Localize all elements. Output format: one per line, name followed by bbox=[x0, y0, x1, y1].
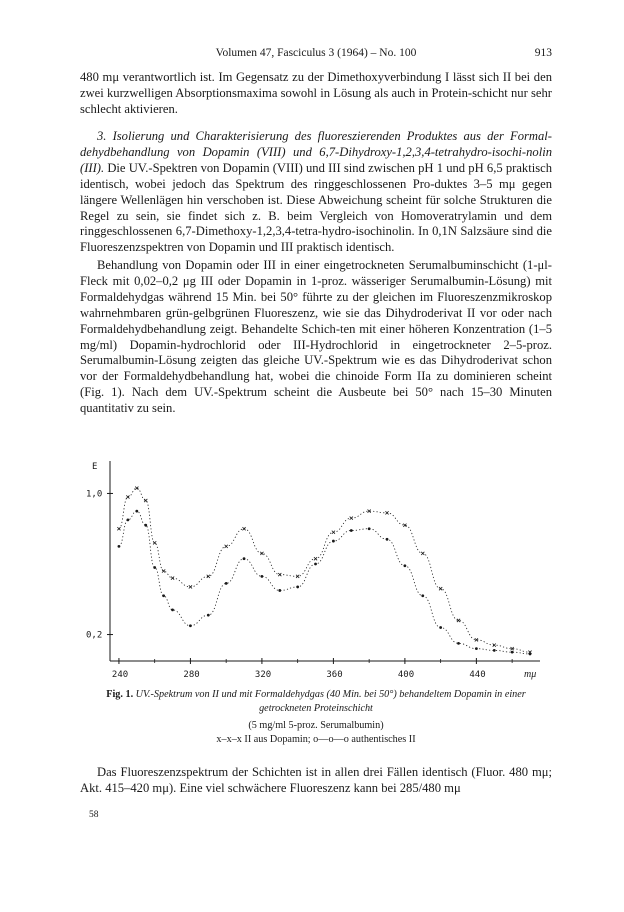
x-tick-label: 400 bbox=[397, 670, 415, 680]
paragraph-2-body: Die UV.-Spektren von Dopamin (VIII) und III sind zwischen pH 1 und pH 6,5 praktisch identisch, wobei jedoch das Spektrum des ringgeschlossenen Pro-duktes 3–5 mμ gegen längere Wellenlägen hin verschoben ist. Diese Abweichung scheint für solche Strukturen die Regel zu sein, sie findet sich z. B. beim Vergleich von Homoveratrylamin und dem ringgeschlossenen 6,7-Dimethoxy-1,2,3,4-tetra-hydro-isochinolin. In 0,1N Salzsäure sind die Fluoreszenzspektren von Dopamin und III praktisch identisch. bbox=[80, 160, 552, 255]
caption-legend: x–x–x II aus Dopamin; o—o—o authentisches II bbox=[216, 733, 416, 745]
series-2-point bbox=[135, 510, 138, 513]
series-1-point bbox=[117, 527, 120, 530]
series-2-point bbox=[493, 649, 496, 652]
series-1-point bbox=[153, 541, 156, 544]
caption-label: Fig. 1. bbox=[106, 689, 134, 700]
series-2-point bbox=[350, 529, 353, 532]
series-1-point bbox=[260, 552, 263, 555]
series-1-point bbox=[457, 619, 460, 622]
series-2-point bbox=[386, 538, 389, 541]
running-header bbox=[80, 47, 552, 63]
series-2-point bbox=[144, 524, 147, 527]
series-2-point bbox=[225, 582, 228, 585]
series-2-point bbox=[278, 589, 281, 592]
paragraph-3-text: Behandlung von Dopamin oder III in einer eingetrockneten Serumalbuminschicht (1-μl-Fleck mit 0,02–0,2 μg III oder Dopamin in 1-proz. wässeriger Serumalbumin-Lösung) mit Formaldehydgas während 15 Min. bei 50° führte zu der gleichen im Fluoreszenzmikroskop wahrnehmbaren grün-gelbgrünen Fluoreszenz, wie sie das Dihydroderivat II vor oder nach Formaldehydbehandlung zeigt. Behandelte Schich-ten mit einer höheren Konzentration (1–5 mg/ml) Dopamin-hydrochlorid oder III-Hydrochlorid in eingetrockneter 2–5-proz. Serumalbumin-Lösung zeigten das gleiche UV.-Spektrum wie es das Dihydroderivat schon vor der Formaldehydbehandlung hat, wobei die chinoide Form IIa zu dominieren scheint (Fig. 1). Nach dem UV.-Spektrum scheint die Ausbeute bei 50° nach 15–30 Minuten quantitativ zu sein. bbox=[80, 258, 552, 416]
series-2-point bbox=[475, 647, 478, 650]
section-heading: 3. Isolierung und Charakterisierung des fluoreszierenden Produktes aus der Formal-dehydbehandlung von Dopamin (VIII) und 6,7-Dihydroxy-1,2,3,4-tetrahydro-isochi-nolin (III). bbox=[80, 129, 552, 175]
series-2-point bbox=[171, 608, 174, 611]
series-2-point bbox=[368, 527, 371, 530]
y-tick-label: 1,0 bbox=[86, 489, 103, 500]
series-2-line bbox=[119, 511, 530, 654]
series-2-point bbox=[162, 594, 165, 597]
paragraph-treatment bbox=[80, 258, 552, 417]
caption-text: UV.-Spektrum von II und mit Formaldehydgas (40 Min. bei 50°) behandeltem Dopamin in einer getrockneten Proteinschicht bbox=[135, 689, 526, 714]
series-1-point bbox=[278, 573, 281, 576]
figure-caption bbox=[80, 688, 552, 746]
paragraph-section-3 bbox=[80, 129, 552, 256]
series-1-point bbox=[475, 638, 478, 641]
y-axis-label: E bbox=[92, 462, 98, 472]
series-2-point bbox=[118, 545, 121, 548]
series-2-point bbox=[421, 594, 424, 597]
y-tick-label: 0,2 bbox=[86, 630, 103, 641]
x-axis-label: mμ bbox=[524, 669, 537, 680]
uv-spectrum-chart bbox=[80, 455, 552, 683]
series-2-point bbox=[296, 586, 299, 589]
x-tick-label: 360 bbox=[326, 670, 343, 680]
paragraph-2 bbox=[80, 129, 552, 256]
x-tick-label: 280 bbox=[183, 670, 200, 680]
running-head: Volumen 47, Fasciculus 3 (1964) – No. 100 bbox=[215, 47, 417, 59]
series-2-point bbox=[529, 653, 532, 656]
x-tick-label: 240 bbox=[111, 670, 129, 680]
series-2-point bbox=[332, 540, 335, 543]
paragraph-fluorescence bbox=[80, 765, 552, 797]
series-2-point bbox=[243, 557, 246, 560]
series-1-point bbox=[511, 647, 514, 650]
series-1-point bbox=[207, 575, 210, 578]
series-2-point bbox=[314, 563, 317, 566]
series-2-point bbox=[207, 614, 210, 617]
series-2-point bbox=[189, 624, 192, 627]
paragraph-continuation bbox=[80, 70, 552, 118]
series-2-point bbox=[457, 642, 460, 645]
paragraph-4-text: Das Fluoreszenzspektrum der Schichten ist in allen drei Fällen identisch (Fluor. 480 mμ; Akt. 415–420 mμ). Eine viel schwächere Fluoreszenz kann bei 285/480 mμ bbox=[80, 765, 552, 795]
series-2-point bbox=[126, 519, 129, 522]
x-tick-label: 440 bbox=[469, 670, 486, 680]
series-2-point bbox=[439, 626, 442, 629]
figure-1-uv-spectrum bbox=[80, 455, 552, 683]
series-2-point bbox=[403, 564, 406, 567]
caption-sub-1: (5 mg/ml 5-proz. Serumalbumin) bbox=[248, 720, 384, 731]
series-1-point bbox=[421, 552, 424, 555]
series-2-point bbox=[153, 566, 156, 569]
paragraph-1-text: 480 mμ verantwortlich ist. Im Gegensatz zu der Dimethoxyverbindung I lässt sich II bei den zwei kurzwelligen Absorptionsmaxima sowohl in Lösung als auch in Protein-schicht nur sehr schlecht aktivieren. bbox=[80, 70, 552, 116]
caption-main bbox=[80, 688, 552, 715]
x-tick-label: 320 bbox=[254, 670, 272, 680]
series-1-line bbox=[119, 488, 530, 652]
series-2-point bbox=[261, 575, 264, 578]
page-number: 913 bbox=[534, 47, 552, 59]
folio-number: 58 bbox=[89, 810, 99, 820]
series-1-point bbox=[162, 569, 165, 572]
series-2-point bbox=[511, 651, 514, 654]
